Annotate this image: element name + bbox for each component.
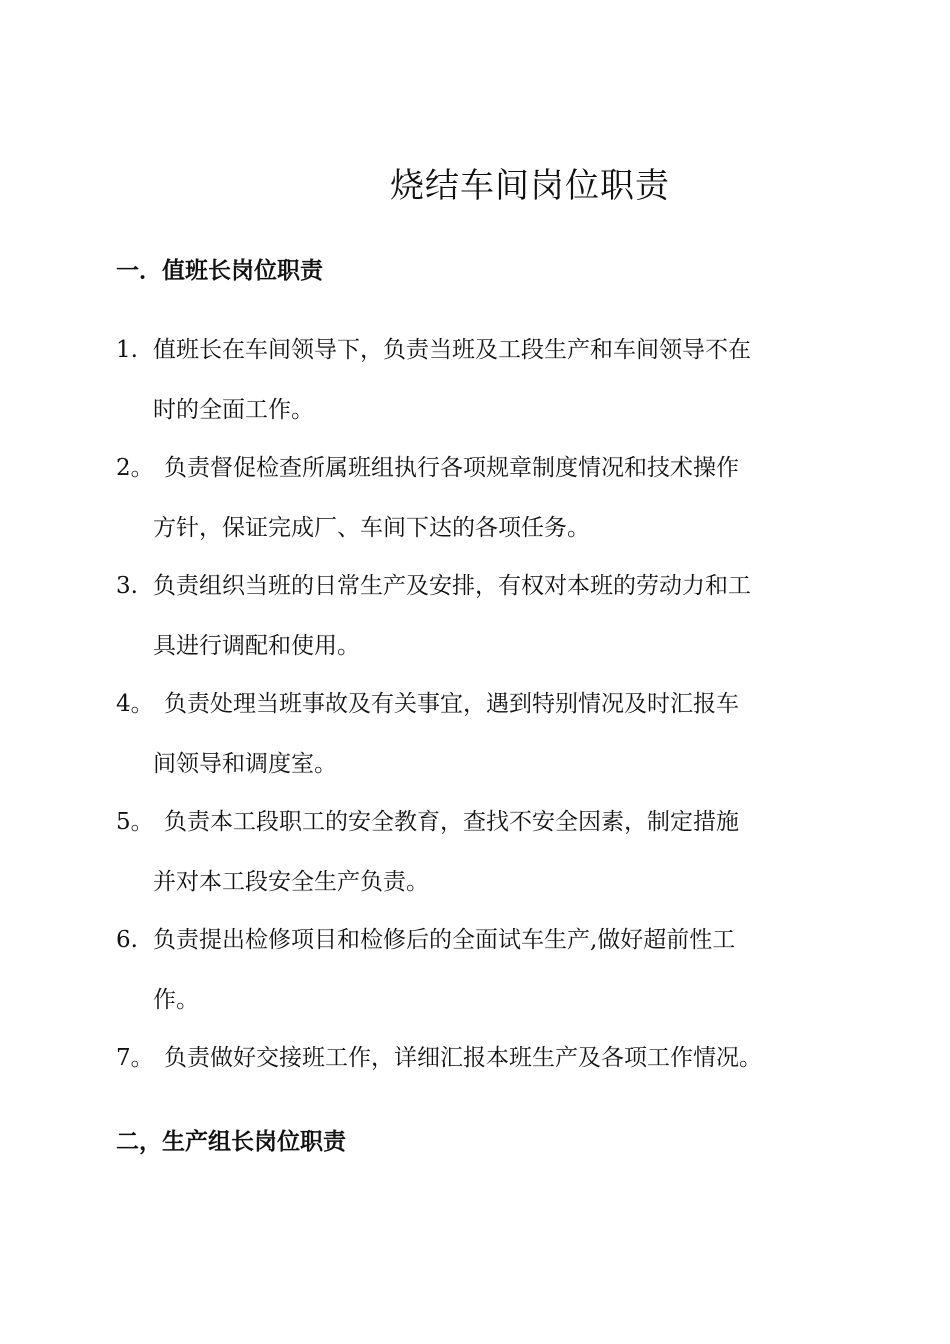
item-number: 4。 <box>116 691 154 717</box>
section-heading-1: 一．值班长岗位职责 <box>116 258 323 284</box>
list-item <box>116 792 836 912</box>
item-line: 负责督促检查所属班组执行各项规章制度情况和技术操作 <box>164 455 739 481</box>
list-item <box>116 320 836 440</box>
item-line: 并对本工段安全生产负责。 <box>153 869 429 895</box>
item-line: 时的全面工作。 <box>153 397 314 423</box>
section-heading-2: 二，生产组长岗位职责 <box>116 1129 346 1155</box>
item-line: 负责提出检修项目和检修后的全面试车生产,做好超前性工 <box>153 927 736 953</box>
item-line: 负责组织当班的日常生产及安排，有权对本班的劳动力和工 <box>153 573 751 599</box>
item-number: 6. <box>116 927 138 953</box>
list-item <box>116 438 836 558</box>
list-item <box>116 910 836 1030</box>
list-item <box>116 674 836 794</box>
item-number: 7。 <box>116 1045 154 1071</box>
item-number: 2。 <box>116 455 154 481</box>
item-line: 作。 <box>153 987 199 1013</box>
item-line: 负责做好交接班工作，详细汇报本班生产及各项工作情况。 <box>164 1045 762 1071</box>
list-item <box>116 556 836 676</box>
document-title: 烧结车间岗位职责 <box>390 166 670 206</box>
item-number: 1. <box>116 337 138 363</box>
item-line: 负责处理当班事故及有关事宜，遇到特别情况及时汇报车 <box>164 691 739 717</box>
item-line: 值班长在车间领导下，负责当班及工段生产和车间领导不在 <box>153 337 751 363</box>
item-number: 3. <box>116 573 138 599</box>
item-number: 5。 <box>116 809 154 835</box>
item-line: 方针，保证完成厂、车间下达的各项任务。 <box>153 515 590 541</box>
item-line: 负责本工段职工的安全教育，查找不安全因素，制定措施 <box>164 809 739 835</box>
list-item <box>116 1028 836 1088</box>
item-line: 具进行调配和使用。 <box>153 633 360 659</box>
item-line: 间领导和调度室。 <box>153 751 337 777</box>
